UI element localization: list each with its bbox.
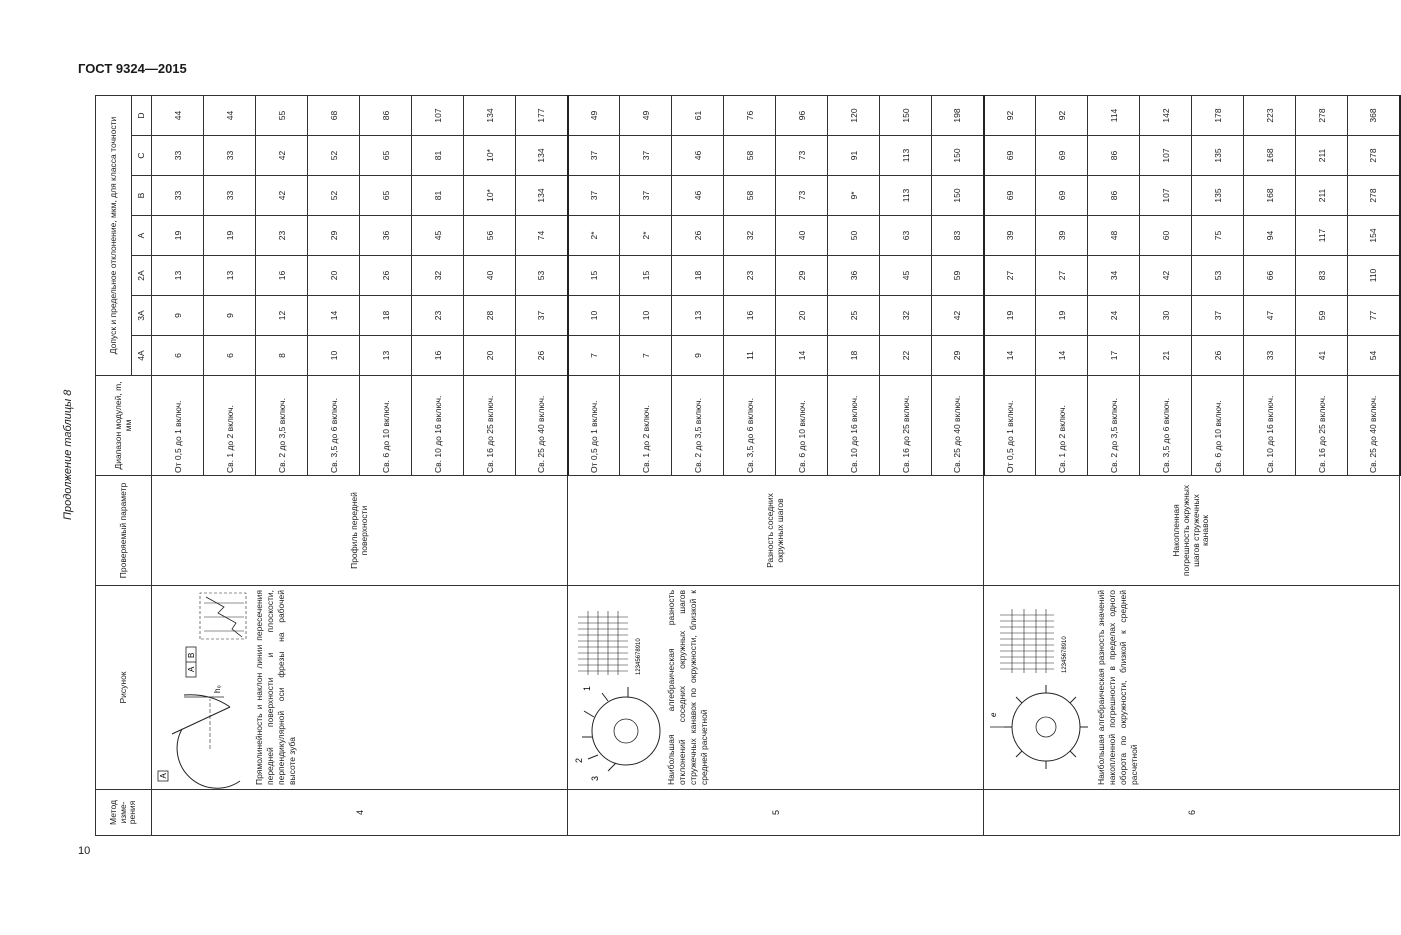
tolerance-value: 16 — [412, 336, 464, 376]
rotated-table-container — [95, 96, 1379, 836]
frame-b-label: В — [187, 652, 196, 658]
header-parameter: Проверяемый параметр — [96, 476, 152, 586]
tolerance-value: 15 — [620, 256, 672, 296]
tolerance-value: 53 — [1192, 256, 1244, 296]
tolerance-value: 49 — [568, 96, 620, 136]
table-body — [152, 96, 1400, 836]
tolerance-value: 150 — [932, 136, 984, 176]
header-class-c: С — [132, 136, 152, 176]
tolerance-value: 52 — [308, 136, 360, 176]
header-class-b: В — [132, 176, 152, 216]
tolerance-value: 114 — [1088, 96, 1140, 136]
tolerance-value: 33 — [152, 176, 204, 216]
tolerance-value: 12 — [256, 296, 308, 336]
tolerance-value: 81 — [412, 176, 464, 216]
tolerance-value: 107 — [1140, 136, 1192, 176]
tolerance-value: 11 — [724, 336, 776, 376]
tolerance-value: 41 — [1296, 336, 1348, 376]
header-method: Метод изме-рения — [96, 790, 152, 836]
parameter-name: Накопленная погрешность окружных шагов стружечных канавок — [984, 476, 1400, 586]
tolerance-value: 96 — [776, 96, 828, 136]
tolerance-value: 18 — [672, 256, 724, 296]
tolerance-value: 75 — [1192, 216, 1244, 256]
tolerance-value: 20 — [776, 296, 828, 336]
tolerance-value: 56 — [464, 216, 516, 256]
tolerance-value: 40 — [776, 216, 828, 256]
tolerance-value: 107 — [1140, 176, 1192, 216]
tolerance-value: 47 — [1244, 296, 1296, 336]
module-range: Св. 1 до 2 включ. — [620, 376, 672, 476]
module-range: От 0,5 до 1 включ. — [568, 376, 620, 476]
tolerance-value: 39 — [984, 216, 1036, 256]
header-class-4a: 4А — [132, 336, 152, 376]
tolerance-value: 69 — [1036, 136, 1088, 176]
tolerance-value: 32 — [412, 256, 464, 296]
tolerance-value: 74 — [516, 216, 568, 256]
table-row — [984, 96, 1036, 836]
tolerance-value: 66 — [1244, 256, 1296, 296]
tolerance-value: 33 — [204, 136, 256, 176]
tolerance-value: 13 — [672, 296, 724, 336]
tolerance-value: 68 — [308, 96, 360, 136]
tolerance-value: 13 — [152, 256, 204, 296]
tolerance-value: 81 — [412, 136, 464, 176]
tolerance-value: 29 — [932, 336, 984, 376]
tolerance-value: 14 — [308, 296, 360, 336]
tolerance-value: 54 — [1348, 336, 1400, 376]
tolerance-value: 28 — [464, 296, 516, 336]
module-range: Св. 10 до 16 включ. — [828, 376, 880, 476]
tolerance-value: 19 — [1036, 296, 1088, 336]
tolerance-value: 26 — [1192, 336, 1244, 376]
tolerance-value: 16 — [256, 256, 308, 296]
tolerance-value: 19 — [204, 216, 256, 256]
tolerance-value: 83 — [1296, 256, 1348, 296]
header-tolerance-group: Допуск и предельное отклонение, мкм, для класса точности — [96, 96, 132, 376]
tolerance-value: 9 — [204, 296, 256, 336]
tolerance-value: 278 — [1296, 96, 1348, 136]
table-caption-text: Продолжение таблицы 8 — [62, 389, 74, 520]
tolerance-value: 23 — [724, 256, 776, 296]
tolerance-value: 69 — [984, 176, 1036, 216]
tolerance-value: 168 — [1244, 176, 1296, 216]
tolerance-value: 52 — [308, 176, 360, 216]
module-range: Св. 25 до 40 включ. — [1348, 376, 1400, 476]
module-range: Св. 3,5 до 6 включ. — [308, 376, 360, 476]
tolerance-value: 177 — [516, 96, 568, 136]
figure-cell — [568, 586, 984, 790]
tolerance-value: 113 — [880, 176, 932, 216]
rake-face-profile-figure — [152, 589, 252, 789]
tolerance-value: 45 — [412, 216, 464, 256]
tolerance-value: 135 — [1192, 136, 1244, 176]
tolerance-value: 120 — [828, 96, 880, 136]
tolerance-value: 26 — [516, 336, 568, 376]
tolerance-value: 37 — [1192, 296, 1244, 336]
tolerance-value: 46 — [672, 136, 724, 176]
tolerance-value: 53 — [516, 256, 568, 296]
tolerance-value: 278 — [1348, 176, 1400, 216]
tolerance-value: 18 — [828, 336, 880, 376]
tolerance-value: 134 — [516, 176, 568, 216]
tolerance-value: 10 — [308, 336, 360, 376]
tolerance-value: 86 — [360, 96, 412, 136]
tolerance-value: 55 — [256, 96, 308, 136]
header-class-2a: 2А — [132, 256, 152, 296]
tolerance-value: 27 — [1036, 256, 1088, 296]
page-number: 10 — [78, 845, 91, 857]
tolerance-value: 83 — [932, 216, 984, 256]
tolerance-value: 20 — [464, 336, 516, 376]
tolerance-value: 178 — [1192, 96, 1244, 136]
tolerance-value: 113 — [880, 136, 932, 176]
tolerance-value: 59 — [932, 256, 984, 296]
tolerance-value: 134 — [516, 136, 568, 176]
tolerance-value: 9 — [152, 296, 204, 336]
tolerance-value: 15 — [568, 256, 620, 296]
tolerance-value: 34 — [1088, 256, 1140, 296]
tolerance-value: 42 — [256, 136, 308, 176]
tolerance-value: 46 — [672, 176, 724, 216]
tolerance-value: 44 — [204, 96, 256, 136]
tolerance-value: 40 — [464, 256, 516, 296]
tolerance-value: 58 — [724, 176, 776, 216]
tolerance-value: 86 — [1088, 136, 1140, 176]
tolerance-value: 10 — [568, 296, 620, 336]
tolerance-value: 65 — [360, 136, 412, 176]
cumulative-pitch-figure — [984, 589, 1094, 789]
tolerance-value: 44 — [152, 96, 204, 136]
h0-label: h₀ — [213, 685, 222, 693]
tolerance-value: 24 — [1088, 296, 1140, 336]
method-number: 4 — [152, 790, 568, 836]
tolerance-value: 33 — [204, 176, 256, 216]
tolerance-value: 58 — [724, 136, 776, 176]
tolerance-value: 198 — [932, 96, 984, 136]
frame-a-label: А — [187, 666, 196, 672]
tolerance-value: 33 — [1244, 336, 1296, 376]
tolerance-value: 30 — [1140, 296, 1192, 336]
tolerance-value: 77 — [1348, 296, 1400, 336]
tolerance-value: 18 — [360, 296, 412, 336]
table-rotator — [95, 96, 1379, 836]
tolerance-value: 6 — [204, 336, 256, 376]
module-range: Св. 6 до 10 включ. — [776, 376, 828, 476]
module-range: Св. 3,5 до 6 включ. — [724, 376, 776, 476]
table-caption — [62, 100, 82, 520]
tolerance-value: 49 — [620, 96, 672, 136]
figure-description: Наибольшая алгебраическая разность значений накопленной погрешности в пределах одного оборота по окружности, близкой к средней расчетной — [1096, 590, 1140, 785]
header-class-3a: 3А — [132, 296, 152, 336]
tolerance-value: 117 — [1296, 216, 1348, 256]
tolerance-value: 42 — [932, 296, 984, 336]
header-class-a: А — [132, 216, 152, 256]
figure-cell — [984, 586, 1400, 790]
tolerance-value: 50 — [828, 216, 880, 256]
tolerance-value: 37 — [568, 176, 620, 216]
tolerance-value: 48 — [1088, 216, 1140, 256]
tolerance-value: 59 — [1296, 296, 1348, 336]
tolerance-value: 135 — [1192, 176, 1244, 216]
tolerance-value: 63 — [880, 216, 932, 256]
label-2: 2 — [574, 757, 584, 763]
tolerance-value: 211 — [1296, 136, 1348, 176]
tolerance-value: 150 — [880, 96, 932, 136]
tolerance-value: 211 — [1296, 176, 1348, 216]
module-range: Св. 1 до 2 включ. — [204, 376, 256, 476]
header-class-d: D — [132, 96, 152, 136]
tolerance-value: 86 — [1088, 176, 1140, 216]
scale-label: 12345678910 — [636, 638, 642, 675]
tolerance-value: 65 — [360, 176, 412, 216]
tolerance-value: 37 — [568, 136, 620, 176]
tolerance-value: 32 — [880, 296, 932, 336]
header-range: Диапазон модулей, m, мм — [96, 376, 152, 476]
tolerance-value: 154 — [1348, 216, 1400, 256]
tolerance-value: 69 — [1036, 176, 1088, 216]
module-range: Св. 2 до 3,5 включ. — [1088, 376, 1140, 476]
label-1: 1 — [582, 685, 592, 691]
tolerance-value: 76 — [724, 96, 776, 136]
parameter-name: Разность соседних окружных шагов — [568, 476, 984, 586]
figure-description: Наибольшая алгебраическая разность отклонений соседних окружных шагов стружечных канавок по окружности, близкой к средней расчетной — [666, 590, 710, 785]
adjacent-pitch-figure — [568, 589, 664, 789]
tolerance-value: 368 — [1348, 96, 1400, 136]
e-label: e — [989, 712, 998, 717]
tolerance-value: 142 — [1140, 96, 1192, 136]
tolerance-value: 13 — [204, 256, 256, 296]
module-range: Св. 6 до 10 включ. — [1192, 376, 1244, 476]
header-figure: Рисунок — [96, 586, 152, 790]
tolerance-table — [95, 95, 1401, 836]
module-range: Св. 16 до 25 включ. — [880, 376, 932, 476]
module-range: Св. 2 до 3,5 включ. — [256, 376, 308, 476]
tolerance-value: 107 — [412, 96, 464, 136]
tolerance-value: 19 — [984, 296, 1036, 336]
tolerance-value: 2* — [620, 216, 672, 256]
parameter-name: Профиль передней поверхности — [152, 476, 568, 586]
tolerance-value: 10* — [464, 176, 516, 216]
tolerance-value: 10 — [620, 296, 672, 336]
module-range: Св. 2 до 3,5 включ. — [672, 376, 724, 476]
tolerance-value: 23 — [256, 216, 308, 256]
tolerance-value: 36 — [828, 256, 880, 296]
tolerance-value: 27 — [984, 256, 1036, 296]
tolerance-value: 39 — [1036, 216, 1088, 256]
tolerance-value: 37 — [620, 176, 672, 216]
module-range: Св. 10 до 16 включ. — [412, 376, 464, 476]
tolerance-value: 223 — [1244, 96, 1296, 136]
datum-label: А — [159, 773, 168, 779]
tolerance-value: 73 — [776, 136, 828, 176]
tolerance-value: 29 — [308, 216, 360, 256]
tolerance-value: 14 — [776, 336, 828, 376]
tolerance-value: 37 — [620, 136, 672, 176]
tolerance-value: 16 — [724, 296, 776, 336]
tolerance-value: 7 — [568, 336, 620, 376]
tolerance-value: 168 — [1244, 136, 1296, 176]
module-range: От 0,5 до 1 включ. — [152, 376, 204, 476]
module-range: Св. 16 до 25 включ. — [1296, 376, 1348, 476]
tolerance-value: 23 — [412, 296, 464, 336]
tolerance-value: 134 — [464, 96, 516, 136]
module-range: От 0,5 до 1 включ. — [984, 376, 1036, 476]
tolerance-value: 37 — [516, 296, 568, 336]
tolerance-value: 69 — [984, 136, 1036, 176]
tolerance-value: 22 — [880, 336, 932, 376]
tolerance-value: 9* — [828, 176, 880, 216]
tolerance-value: 9 — [672, 336, 724, 376]
tolerance-value: 29 — [776, 256, 828, 296]
tolerance-value: 21 — [1140, 336, 1192, 376]
tolerance-value: 19 — [152, 216, 204, 256]
tolerance-value: 36 — [360, 216, 412, 256]
tolerance-value: 2* — [568, 216, 620, 256]
tolerance-value: 17 — [1088, 336, 1140, 376]
module-range: Св. 10 до 16 включ. — [1244, 376, 1296, 476]
tolerance-value: 110 — [1348, 256, 1400, 296]
module-range: Св. 25 до 40 включ. — [516, 376, 568, 476]
tolerance-value: 14 — [1036, 336, 1088, 376]
tolerance-value: 42 — [1140, 256, 1192, 296]
scale-label: 12345678910 — [1062, 636, 1068, 673]
tolerance-value: 92 — [1036, 96, 1088, 136]
method-number: 6 — [984, 790, 1400, 836]
tolerance-value: 61 — [672, 96, 724, 136]
figure-cell — [152, 586, 568, 790]
tolerance-value: 94 — [1244, 216, 1296, 256]
tolerance-value: 42 — [256, 176, 308, 216]
tolerance-value: 73 — [776, 176, 828, 216]
module-range: Св. 6 до 10 включ. — [360, 376, 412, 476]
module-range: Св. 3,5 до 6 включ. — [1140, 376, 1192, 476]
tolerance-value: 14 — [984, 336, 1036, 376]
tolerance-value: 26 — [672, 216, 724, 256]
tolerance-value: 10* — [464, 136, 516, 176]
tolerance-value: 150 — [932, 176, 984, 216]
figure-description: Прямолинейность и наклон линии пересечения передней поверхности и плоскости, перпендикулярной оси фрезы на рабочей высоте зуба — [254, 590, 298, 785]
tolerance-value: 8 — [256, 336, 308, 376]
tolerance-value: 26 — [360, 256, 412, 296]
tolerance-value: 32 — [724, 216, 776, 256]
tolerance-value: 60 — [1140, 216, 1192, 256]
tolerance-value: 7 — [620, 336, 672, 376]
tolerance-value: 45 — [880, 256, 932, 296]
tolerance-value: 278 — [1348, 136, 1400, 176]
table-row — [152, 96, 204, 836]
tolerance-value: 20 — [308, 256, 360, 296]
tolerance-value: 92 — [984, 96, 1036, 136]
module-range: Св. 16 до 25 включ. — [464, 376, 516, 476]
tolerance-value: 6 — [152, 336, 204, 376]
table-row — [568, 96, 620, 836]
method-number: 5 — [568, 790, 984, 836]
tolerance-value: 33 — [152, 136, 204, 176]
tolerance-value: 91 — [828, 136, 880, 176]
document-title: ГОСТ 9324—2015 — [78, 61, 187, 76]
label-3: 3 — [590, 775, 600, 781]
module-range: Св. 25 до 40 включ. — [932, 376, 984, 476]
tolerance-value: 25 — [828, 296, 880, 336]
tolerance-value: 13 — [360, 336, 412, 376]
module-range: Св. 1 до 2 включ. — [1036, 376, 1088, 476]
